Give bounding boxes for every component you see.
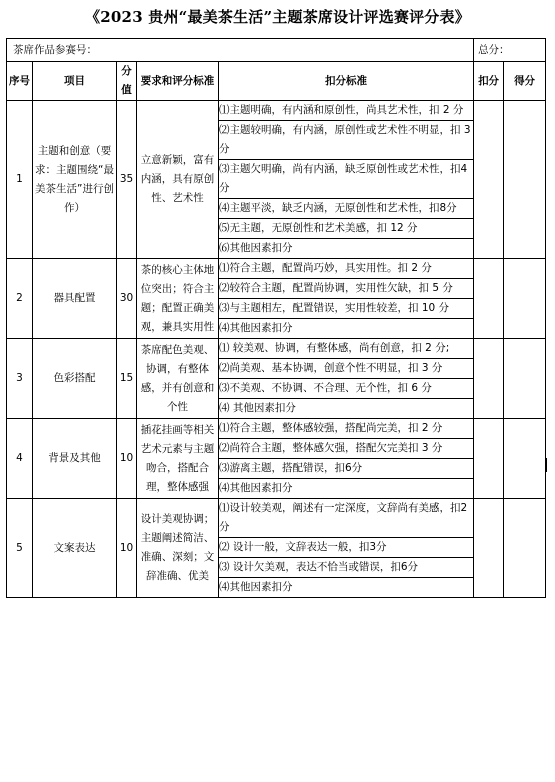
criteria-cell: ⑸无主题，无原创性和艺术美感，扣 12 分 — [219, 219, 474, 239]
row-requirement: 插花挂画等相关艺术元素与主题吻合，搭配合理，整体感强 — [137, 419, 219, 499]
got-cell[interactable] — [504, 419, 546, 499]
row-item: 色彩搭配 — [33, 339, 117, 419]
criteria-row — [7, 101, 546, 121]
deduct-cell[interactable] — [474, 419, 504, 499]
row-item: 主题和创意（要求：主题围绕“最美茶生活”进行创作） — [33, 101, 117, 259]
info-row — [7, 39, 546, 62]
row-item: 文案表达 — [33, 499, 117, 598]
row-score: 15 — [117, 339, 137, 419]
row-number: 3 — [7, 339, 33, 419]
header-score: 分值 — [117, 62, 137, 101]
header-criteria: 扣分标准 — [219, 62, 474, 101]
criteria-cell: ⑵较符合主题，配置尚协调，实用性欠缺，扣 5 分 — [219, 279, 474, 299]
header-deduct: 扣分 — [474, 62, 504, 101]
row-item: 背景及其他 — [33, 419, 117, 499]
deduct-cell[interactable] — [474, 499, 504, 598]
deduct-cell[interactable] — [474, 259, 504, 339]
deduct-cell[interactable] — [474, 339, 504, 419]
criteria-cell: ⑶主题欠明确，尚有内涵，缺乏原创性或艺术性，扣4分 — [219, 160, 474, 199]
criteria-row — [7, 419, 546, 439]
row-score: 35 — [117, 101, 137, 259]
row-requirement: 设计美观协调；主题阐述简洁、准确、深刻；文辞准确、优美 — [137, 499, 219, 598]
row-requirement: 立意新颖，富有内涵，具有原创性、艺术性 — [137, 101, 219, 259]
criteria-cell: ⑶游离主题，搭配错误，扣6分 — [219, 459, 474, 479]
criteria-cell: ⑴设计较美观，阐述有一定深度，文辞尚有美感，扣2分 — [219, 499, 474, 538]
row-requirement: 茶席配色美观、协调，有整体感，并有创意和个性 — [137, 339, 219, 419]
header-item: 项目 — [33, 62, 117, 101]
criteria-row — [7, 499, 546, 538]
criteria-cell: ⑴ 较美观、协调，有整体感，尚有创意，扣 2 分; — [219, 339, 474, 359]
row-item: 器具配置 — [33, 259, 117, 339]
page-title: 《2023 贵州“最美茶生活”主题茶席设计评选赛评分表》 — [85, 8, 470, 26]
row-number: 5 — [7, 499, 33, 598]
row-number: 1 — [7, 101, 33, 259]
criteria-row — [7, 339, 546, 359]
total-score-label: 总分： — [474, 39, 546, 62]
criteria-cell: ⑹其他因素扣分 — [219, 239, 474, 259]
got-cell[interactable] — [504, 499, 546, 598]
row-requirement: 茶的核心主体地位突出；符合主题；配置正确美观，兼具实用性 — [137, 259, 219, 339]
criteria-cell: ⑴符合主题，整体感较强，搭配尚完美，扣 2 分 — [219, 419, 474, 439]
work-no-label: 茶席作品参赛号： — [7, 39, 474, 62]
criteria-row — [7, 259, 546, 279]
criteria-cell: ⑷ 其他因素扣分 — [219, 399, 474, 419]
deduct-cell[interactable] — [474, 101, 504, 259]
criteria-cell: ⑷其他因素扣分 — [219, 319, 474, 339]
header-no: 序号 — [7, 62, 33, 101]
header-row — [7, 62, 546, 101]
criteria-cell: ⑶不美观、不协调、不合理、无个性，扣 6 分 — [219, 379, 474, 399]
criteria-cell: ⑴主题明确，有内涵和原创性，尚具艺术性，扣 2 分 — [219, 101, 474, 121]
text-cursor — [545, 458, 547, 472]
row-score: 30 — [117, 259, 137, 339]
row-number: 2 — [7, 259, 33, 339]
criteria-cell: ⑶ 设计欠美观，表达不恰当或错误，扣6分 — [219, 558, 474, 578]
criteria-cell: ⑵尚美观、基本协调，创意个性不明显，扣 3 分 — [219, 359, 474, 379]
criteria-cell: ⑴符合主题，配置尚巧妙，具实用性。扣 2 分 — [219, 259, 474, 279]
criteria-cell: ⑷主题平淡，缺乏内涵，无原创性和艺术性，扣8分 — [219, 199, 474, 219]
criteria-cell: ⑵主题较明确，有内涵，原创性或艺术性不明显，扣 3 分 — [219, 121, 474, 160]
criteria-cell: ⑶与主题相左，配置错误，实用性较差，扣 10 分 — [219, 299, 474, 319]
criteria-cell: ⑷其他因素扣分 — [219, 578, 474, 598]
header-got: 得分 — [504, 62, 546, 101]
score-table — [6, 38, 546, 598]
got-cell[interactable] — [504, 339, 546, 419]
got-cell[interactable] — [504, 101, 546, 259]
row-number: 4 — [7, 419, 33, 499]
row-score: 10 — [117, 499, 137, 598]
got-cell[interactable] — [504, 259, 546, 339]
criteria-cell: ⑵尚符合主题，整体感欠强，搭配欠完美扣 3 分 — [219, 439, 474, 459]
row-score: 10 — [117, 419, 137, 499]
criteria-cell: ⑵ 设计一般，文辞表达一般，扣3分 — [219, 538, 474, 558]
header-requirement: 要求和评分标准 — [137, 62, 219, 101]
criteria-cell: ⑷其他因素扣分 — [219, 479, 474, 499]
